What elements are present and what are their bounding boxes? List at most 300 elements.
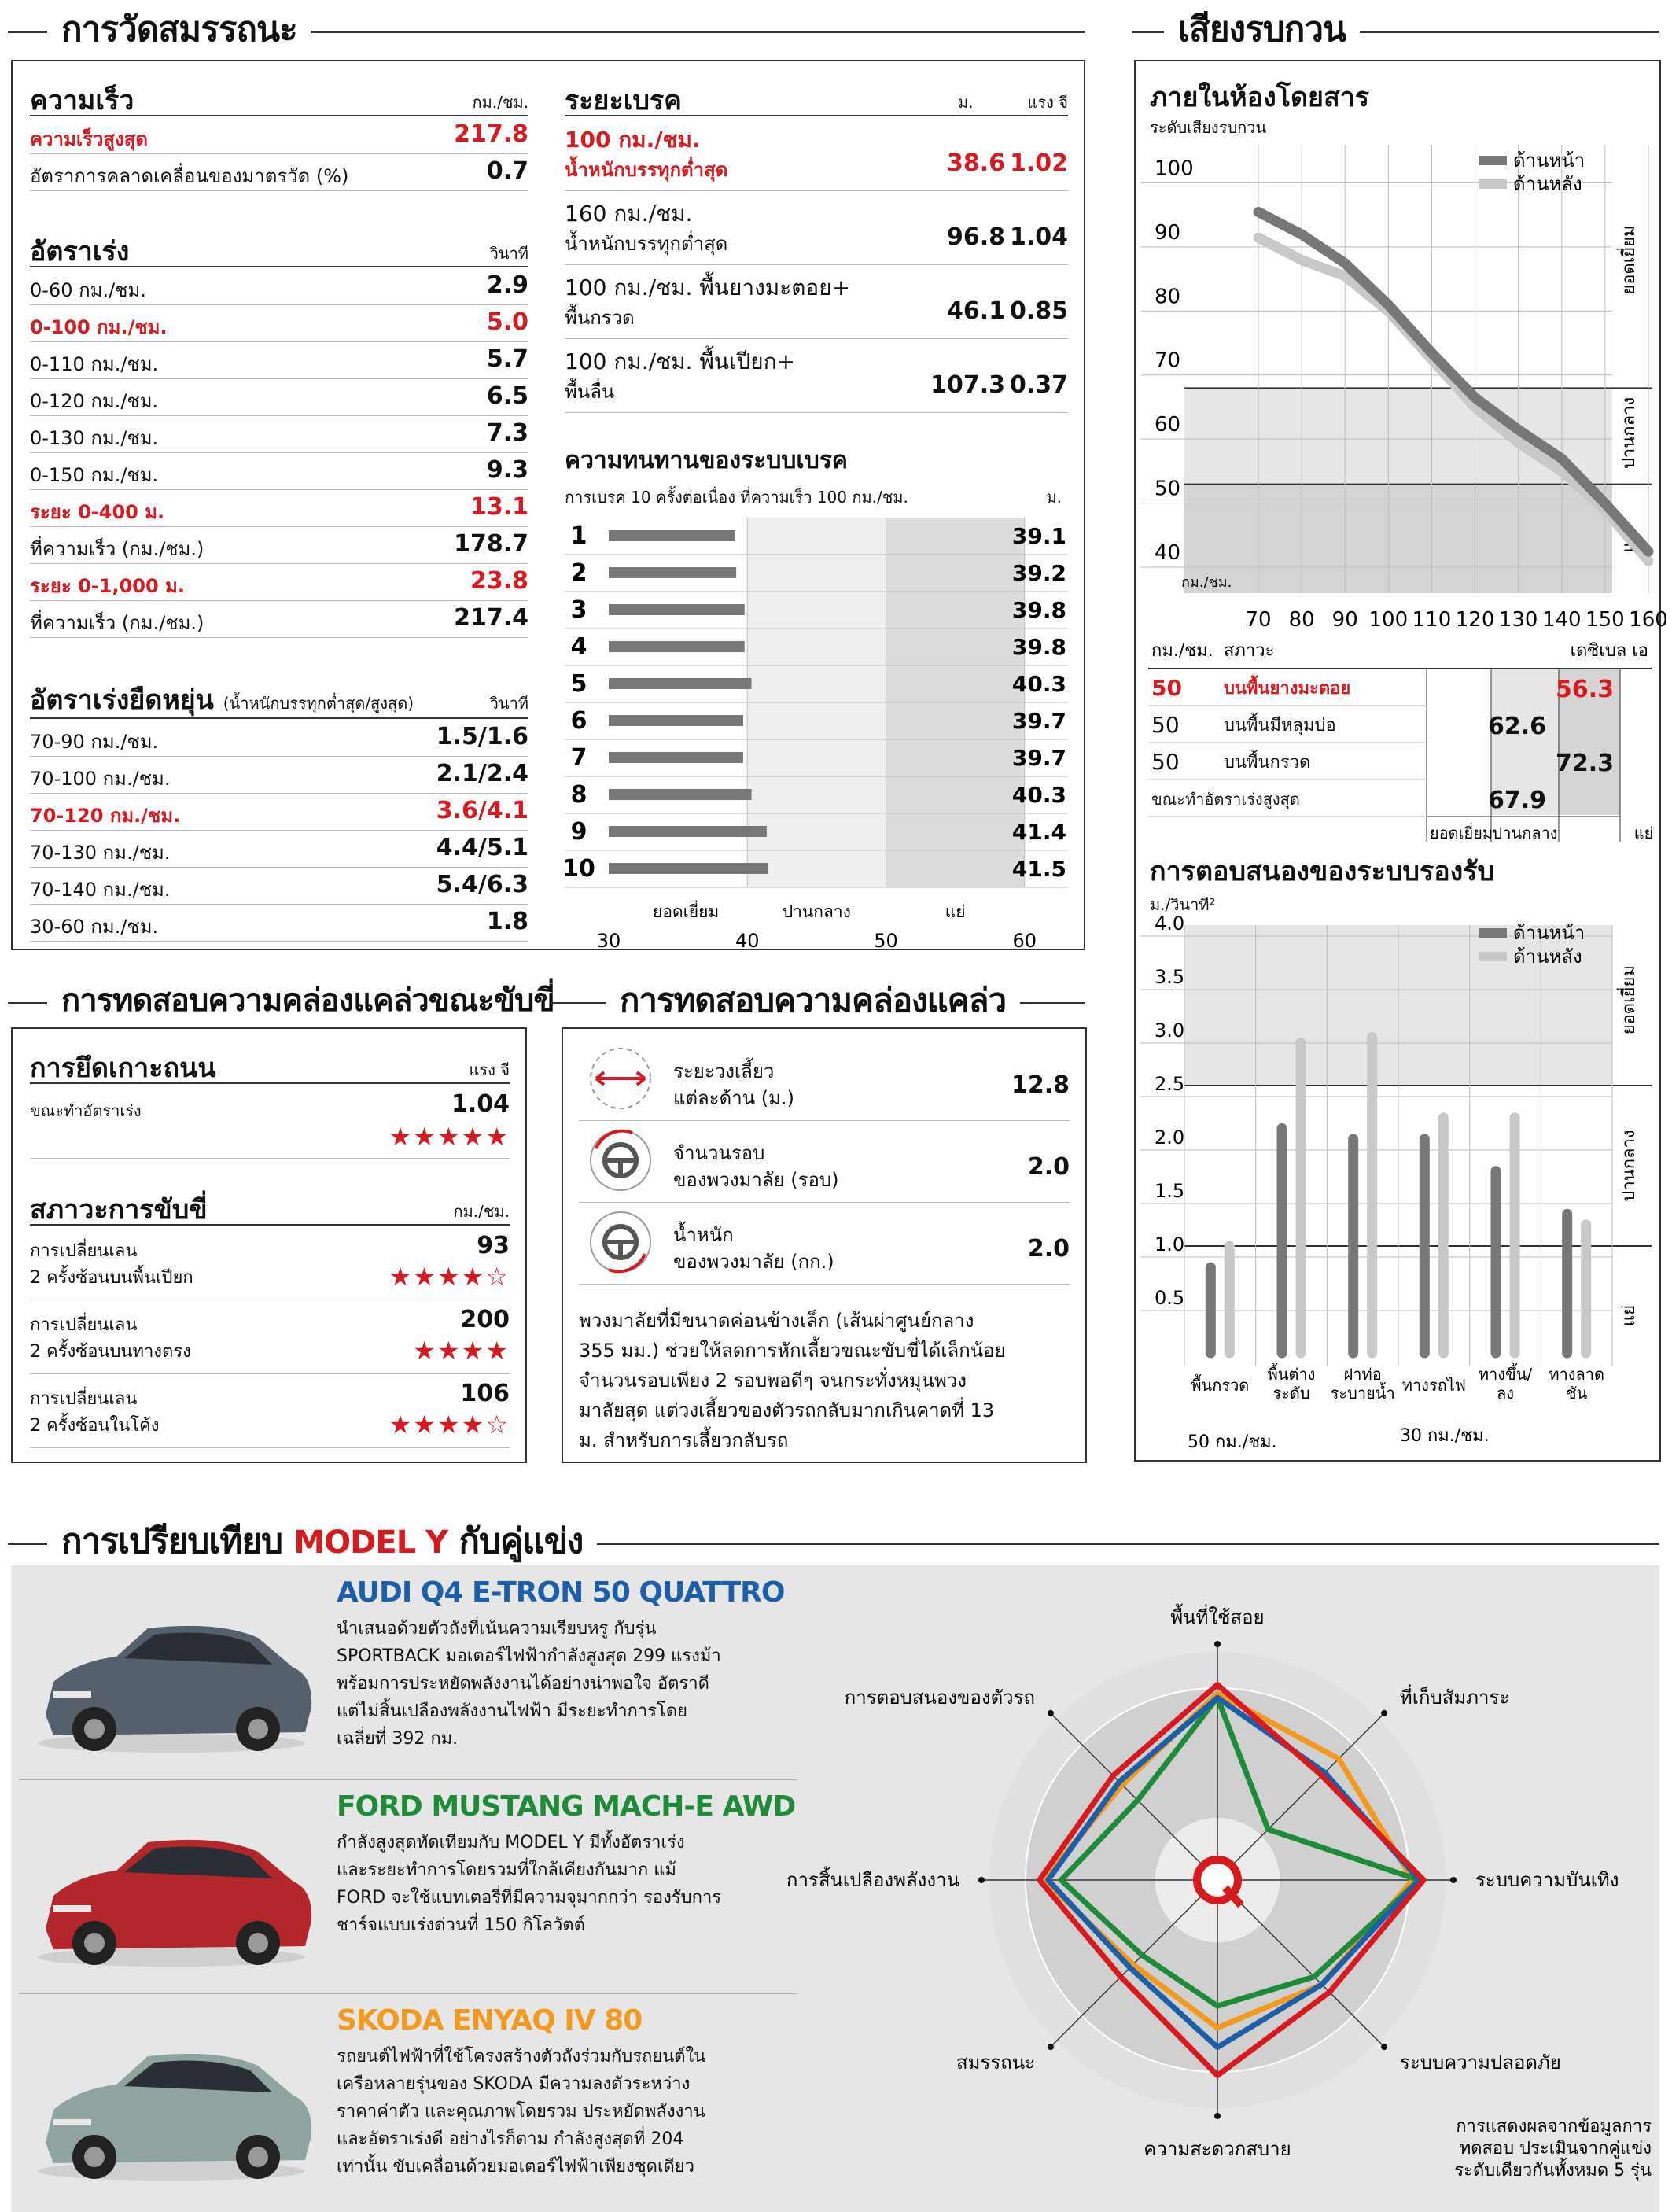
brake-bar xyxy=(609,604,745,615)
braking-label-2: พื้นกรวด xyxy=(565,307,635,329)
noise-x-tick: 160 xyxy=(1629,608,1668,632)
driving-value: 93 xyxy=(477,1232,510,1259)
agility-note-line: จำนวนรอบเพียง 2 รอบพอดีๆ จนกระทั่งหมุนพวง xyxy=(579,1370,967,1392)
competitor-list xyxy=(11,1565,797,2212)
legend-rear-swatch xyxy=(1479,179,1507,189)
driving-label-1: การเปลี่ยนเลน xyxy=(30,1389,138,1409)
noise-table-db-header: เดซิเบล เอ xyxy=(1570,641,1648,661)
susp-zone-label: ปานกลาง xyxy=(1619,1130,1639,1202)
car-headlight xyxy=(53,1691,91,1698)
performance-title: การวัดสมรรถนะ xyxy=(47,8,311,52)
radar-axis-dot xyxy=(978,1877,985,1883)
susp-y-tick: 3.0 xyxy=(1155,1019,1185,1041)
noise-y-tick: 100 xyxy=(1155,157,1194,181)
braking-row xyxy=(565,264,1068,339)
noise-table-condition-header: สภาวะ xyxy=(1224,641,1275,661)
accel-value: 6.5 xyxy=(486,382,528,410)
brake-endurance-subtitle: การเบรค 10 ครั้งต่อเนื่อง ที่ความเร็ว 100 กม./ชม. xyxy=(565,488,908,507)
agility-content xyxy=(579,1038,1070,1455)
braking-gforce: 0.85 xyxy=(1009,297,1068,325)
noise-table-value: 72.3 xyxy=(1555,750,1614,777)
driving-label-1: การเปลี่ยนเลน xyxy=(30,1315,138,1335)
agility-row xyxy=(579,1038,1070,1121)
speed-label: ความเร็วสูงสุด xyxy=(30,127,148,150)
radar-note-line: ทดสอบ ประเมินจากคู่แข่ง xyxy=(1459,2139,1652,2159)
noise-x-tick: 80 xyxy=(1288,608,1315,632)
accel-label: ที่ความเร็ว (กม./ชม.) xyxy=(30,611,204,634)
driving-heading: สภาวะการขับขี่ xyxy=(30,1194,208,1226)
car-image xyxy=(22,2017,321,2190)
brake-bar xyxy=(609,863,768,874)
brake-value-label: 39.7 xyxy=(1011,745,1066,771)
brake-value-label: 39.8 xyxy=(1011,597,1066,623)
flex-label: 70-100 กม./ชม. xyxy=(30,767,171,790)
competitor-text: กำลังสูงสุดทัดเทียมกับ MODEL Y มีทั้งอัตราเร่ง xyxy=(337,1833,685,1853)
accel-label: 0-110 กม./ชม. xyxy=(30,352,159,375)
accel-row xyxy=(30,304,528,342)
braking-row xyxy=(565,116,1068,191)
flex-title: อัตราเร่งยืดหยุ่น xyxy=(30,684,214,716)
accel-rows xyxy=(30,267,528,637)
radar-axis-label: ระบบความปลอดภัย xyxy=(1399,2051,1561,2074)
noise-table-zone-label: ปานกลาง xyxy=(1492,824,1558,842)
legend-front-swatch xyxy=(1479,928,1507,938)
legend-front-swatch xyxy=(1479,156,1507,165)
noise-table-condition: บนพื้นยางมะตอย xyxy=(1224,679,1351,699)
braking-gforce: 1.02 xyxy=(1009,149,1068,177)
susp-category-label: ระดับ xyxy=(1272,1384,1310,1403)
competitor-text: SPORTBACK มอเตอร์ไฟฟ้ากำลังสูงสุด 299 แรงม้า xyxy=(337,1646,721,1666)
braking-label-2: น้ำหนักบรรทุกต่ำสุด xyxy=(565,233,728,255)
accel-row xyxy=(30,489,528,527)
noise-table-speed: 50 xyxy=(1151,675,1182,701)
brake-run-label: 9 xyxy=(570,818,587,846)
competitor-card xyxy=(11,1993,797,2207)
noise-x-tick: 140 xyxy=(1541,608,1582,632)
competitor-text: ชาร์จแบบเร่งด่วนที่ 150 กิโลวัตต์ xyxy=(337,1915,585,1935)
braking-label-2: พื้นลื่น xyxy=(565,381,615,403)
brake-bar xyxy=(609,826,767,837)
agility-value: 2.0 xyxy=(1027,1235,1070,1263)
flex-value: 1.5/1.6 xyxy=(436,722,528,750)
accel-row xyxy=(30,563,528,601)
speed-row xyxy=(30,116,528,154)
brake-bar xyxy=(609,530,735,541)
noise-y-tick: 80 xyxy=(1155,285,1181,309)
speed-accel-column xyxy=(30,72,528,938)
agility-note-line: 355 มม.) ช่วยให้ลดการหักเลี้ยวขณะขับขี่ได้เล็กน้อย xyxy=(579,1340,1006,1362)
braking-gforce: 0.37 xyxy=(1009,371,1068,399)
radar-axis-dot xyxy=(1214,1641,1221,1647)
competitor-card xyxy=(11,1565,797,1779)
speed-label: อัตราการคลาดเคลื่อนของมาตรวัด (%) xyxy=(30,164,349,187)
accel-unit: วินาที xyxy=(489,244,528,263)
grip-heading: การยึดเกาะถนน xyxy=(30,1053,216,1084)
noise-table-speed: 50 xyxy=(1151,749,1180,775)
competitor-text: แต่ไม่สิ้นเปลืองพลังงานไฟฟ้า มีระยะทำการโดย xyxy=(337,1701,688,1721)
noise-y-tick: 90 xyxy=(1155,220,1181,245)
accel-value: 5.0 xyxy=(486,308,528,336)
flex-value: 3.6/4.1 xyxy=(436,796,528,824)
competitor-text: และระยะทำการโดยรวมที่ใกล้เคียงกันมาก แม้ xyxy=(337,1860,676,1880)
noise-table-value: 62.6 xyxy=(1487,713,1546,740)
braking-unit-m: ม. xyxy=(958,93,974,112)
noise-zone-label: ยอดเยี่ยม xyxy=(1619,225,1639,295)
grip-unit: แรง จี xyxy=(469,1060,510,1079)
flex-row xyxy=(30,904,528,942)
competitor-text: ราคาค่าตัว และคุณภาพโดยรวม ประหยัดพลังงาน xyxy=(337,2102,705,2122)
susp-y-tick: 1.5 xyxy=(1155,1180,1185,1202)
braking-distance: 46.1 xyxy=(946,297,1005,325)
braking-gforce: 1.04 xyxy=(1009,223,1068,251)
flex-value: 4.4/5.1 xyxy=(436,833,528,861)
suspension-heading: การตอบสนองของระบบรองรับ xyxy=(1150,856,1495,887)
brake-x-tick: 30 xyxy=(596,930,621,952)
braking-row xyxy=(565,190,1068,265)
legend-rear-label: ด้านหลัง xyxy=(1513,173,1582,195)
flex-row xyxy=(30,793,528,831)
radar-axis-label: ความสะดวกสบาย xyxy=(1144,2138,1291,2160)
competitor-text: เครือหลายรุ่นของ SKODA มีความลงตัวระหว่าง xyxy=(337,2074,691,2094)
accel-row xyxy=(30,600,528,638)
accel-value: 5.7 xyxy=(486,345,528,373)
radar-note-line: การแสดงผลจากข้อมูลการ xyxy=(1456,2117,1652,2136)
flex-value: 1.8 xyxy=(486,907,528,935)
noise-x-tick: 130 xyxy=(1498,608,1538,632)
brake-bar xyxy=(609,752,743,763)
competitor-text: FORD จะใช้แบทเตอรี่ที่มีความจุมากกว่า รองรับการ xyxy=(337,1888,722,1908)
susp-category-label: ลง xyxy=(1496,1384,1515,1403)
flex-label: 70-140 กม./ชม. xyxy=(30,878,171,901)
susp-category-label: ทางรถไฟ xyxy=(1401,1376,1466,1395)
brake-run-label: 7 xyxy=(570,744,587,772)
braking-label-1: 100 กม./ชม. พื้นยางมะตอย+ xyxy=(565,275,851,300)
agility-value: 12.8 xyxy=(1011,1071,1070,1099)
radar-axis-dot xyxy=(1048,1710,1054,1716)
susp-speed-30: 30 กม./ชม. xyxy=(1400,1426,1490,1446)
car-image xyxy=(22,1803,321,1976)
noise-table-condition: บนพื้นมีหลุมบ่อ xyxy=(1224,716,1336,735)
competitor-text: และอัตราเร่งดี อย่างไรก็ตาม กำลังสูงสุดที่ 204 xyxy=(337,2129,684,2149)
braking-distance: 107.3 xyxy=(930,371,1005,399)
accel-value: 178.7 xyxy=(454,529,528,558)
flex-row xyxy=(30,830,528,868)
agility-value: 2.0 xyxy=(1027,1153,1070,1181)
noise-ylabel: ระดับเสียงรบกวน xyxy=(1150,118,1267,137)
susp-category-label: ทางลาด xyxy=(1549,1365,1604,1384)
agility-rows xyxy=(579,1038,1070,1290)
agility-label-1: ระยะวงเลี้ยว xyxy=(673,1060,775,1082)
car-front-rim xyxy=(84,2147,105,2167)
braking-row xyxy=(565,338,1068,413)
speed-value: 217.8 xyxy=(454,120,528,148)
flex-row xyxy=(30,867,528,905)
susp-category-label: ฝาท่อ xyxy=(1343,1365,1382,1384)
brake-run-label: 1 xyxy=(570,522,587,550)
noise-x-tick: 90 xyxy=(1331,608,1358,632)
radar-chart xyxy=(786,1565,1659,2212)
competitor-card xyxy=(11,1779,797,1993)
radar-axis-label: การสิ้นเปลืองพลังงาน xyxy=(786,1869,959,1891)
accel-row xyxy=(30,341,528,379)
brake-x-tick: 60 xyxy=(1012,930,1037,952)
cabin-noise-heading: ภายในห้องโดยสาร xyxy=(1150,82,1370,113)
noise-table-condition: บนพื้นกรวด xyxy=(1224,753,1311,772)
radar-axis-dot xyxy=(1214,2113,1221,2119)
brake-value-label: 39.2 xyxy=(1011,560,1066,586)
brake-value-label: 41.4 xyxy=(1011,819,1066,845)
brake-run-label: 8 xyxy=(570,781,587,809)
speed-rows xyxy=(30,116,528,195)
flex-row xyxy=(30,719,528,757)
car-front-rim xyxy=(84,1719,105,1739)
braking-label-2: น้ำหนักบรรทุกต่ำสุด xyxy=(565,159,728,181)
radar-axis-dot xyxy=(1048,2044,1054,2050)
noise-table-condition: ขณะทำอัตราเร่งสูงสุด xyxy=(1151,790,1300,809)
driving-stars: ★★★★ xyxy=(413,1336,510,1366)
noise-y-tick: 40 xyxy=(1155,541,1181,565)
noise-x-tick: 120 xyxy=(1455,608,1495,632)
agility-title: การทดสอบความคล่องแคล่ว xyxy=(606,979,1020,1023)
driving-row xyxy=(30,1373,510,1448)
competitor-name: FORD MUSTANG MACH-E AWD xyxy=(337,1790,796,1823)
steering-weight-icon xyxy=(585,1207,656,1277)
accel-value: 7.3 xyxy=(486,418,528,447)
brake-endurance-unit: ม. xyxy=(1046,488,1062,507)
car-rear-rim xyxy=(248,1719,268,1739)
noise-y-tick: 50 xyxy=(1155,477,1181,501)
noise-table-value: 67.9 xyxy=(1487,787,1546,814)
steering-turns-icon xyxy=(585,1125,656,1196)
flex-value: 2.1/2.4 xyxy=(436,759,528,787)
legend-rear-label: ด้านหลัง xyxy=(1513,946,1582,968)
susp-speed-50: 50 กม./ชม. xyxy=(1188,1432,1277,1452)
compare-suffix: กับคู่แข่ง xyxy=(459,1521,584,1561)
radar-note-line: ระดับเดียวกันทั้งหมด 5 รุ่น xyxy=(1454,2161,1652,2181)
accel-row xyxy=(30,526,528,564)
susp-y-tick: 3.5 xyxy=(1155,966,1185,988)
flex-unit: วินาที xyxy=(489,694,528,713)
car-rear-rim xyxy=(248,2147,268,2167)
brake-value-label: 39.7 xyxy=(1011,708,1066,734)
brake-value-label: 40.3 xyxy=(1011,671,1066,697)
flex-heading xyxy=(30,678,414,721)
noise-zone-label: แย่ xyxy=(1619,531,1639,553)
noise-table-speed: 50 xyxy=(1151,712,1180,738)
accel-value: 23.8 xyxy=(470,566,528,595)
competitor-divider xyxy=(19,1993,797,1994)
legend-front-label: ด้านหน้า xyxy=(1513,922,1585,944)
accel-heading: อัตราเร่ง xyxy=(30,236,130,267)
noise-y-tick: 70 xyxy=(1155,348,1181,373)
speed-unit: กม./ชม. xyxy=(472,93,528,112)
noise-table xyxy=(1148,637,1652,857)
compare-prefix: การเปรียบเทียบ xyxy=(61,1521,283,1561)
suspension-ylabel: ม./วินาที² xyxy=(1150,895,1216,914)
flex-rows xyxy=(30,719,528,939)
dynamic-content xyxy=(30,1038,510,1455)
accel-row xyxy=(30,452,528,490)
competitor-text: เท่านั้น ขับเคลื่อนด้วยมอเตอร์ไฟฟ้าเพียงชุดเดียว xyxy=(337,2157,694,2177)
dynamic-title: การทดสอบความคล่องแคล่วขณะขับขี่ xyxy=(47,979,569,1023)
agility-label-2: แต่ละด้าน (ม.) xyxy=(673,1087,794,1109)
susp-category-label: ระบายน้ำ xyxy=(1330,1384,1395,1403)
grip-label: ขณะทำอัตราเร่ง xyxy=(30,1101,142,1120)
accel-label: 0-120 กม./ชม. xyxy=(30,389,159,412)
accel-value: 2.9 xyxy=(486,271,528,299)
noise-y-tick: 60 xyxy=(1155,413,1181,437)
driving-stars: ★★★★☆ xyxy=(389,1410,510,1440)
car-headlight xyxy=(53,1905,91,1912)
agility-label-2: ของพวงมาลัย (กก.) xyxy=(673,1251,834,1273)
noise-title: เสียงรบกวน xyxy=(1164,8,1360,52)
suspension-chart xyxy=(1140,912,1652,1463)
brake-bar xyxy=(609,567,736,578)
radar-axis-label: พื้นที่ใช้สอย xyxy=(1170,1606,1265,1628)
driving-label-2: 2 ครั้งซ้อนบนพื้นเปียก xyxy=(30,1268,193,1288)
zone-poor xyxy=(1184,485,1612,593)
radar-axis-dot xyxy=(1381,1710,1387,1716)
accel-value: 13.1 xyxy=(470,492,528,521)
accel-row xyxy=(30,378,528,416)
flex-label: 30-60 กม./ชม. xyxy=(30,915,159,938)
noise-table-zone-label: แย่ xyxy=(1633,824,1654,842)
susp-category-label: ชัน xyxy=(1566,1384,1588,1403)
noise-x-tick: 70 xyxy=(1245,608,1272,632)
accel-value: 217.4 xyxy=(454,603,528,632)
susp-y-tick: 4.0 xyxy=(1155,912,1185,935)
noise-table-speed-header: กม./ชม. xyxy=(1151,641,1213,661)
driving-value: 200 xyxy=(460,1306,510,1333)
legend-front-label: ด้านหน้า xyxy=(1513,149,1585,171)
competitor-text: รถยนต์ไฟฟ้าที่ใช้โครงสร้างตัวถังร่วมกับรถยนต์ใน xyxy=(337,2047,706,2066)
driving-row xyxy=(30,1226,510,1300)
driving-rows xyxy=(30,1226,510,1454)
braking-rows xyxy=(565,116,1068,415)
agility-row xyxy=(579,1202,1070,1285)
noise-table-value: 56.3 xyxy=(1555,676,1614,703)
zone-medium xyxy=(1184,388,1612,484)
agility-row xyxy=(579,1120,1070,1203)
speed-row xyxy=(30,153,528,191)
brake-x-tick: 40 xyxy=(735,930,760,952)
driving-unit: กม./ชม. xyxy=(453,1202,510,1221)
braking-distance: 38.6 xyxy=(946,149,1005,177)
brake-zone-label: แย่ xyxy=(945,902,966,921)
accel-label: 0-130 กม./ชม. xyxy=(30,426,159,449)
noise-chart xyxy=(1140,137,1668,640)
brake-value-label: 41.5 xyxy=(1011,856,1066,882)
brake-value-label: 39.8 xyxy=(1011,634,1066,660)
flex-label: 70-120 กม./ชม. xyxy=(30,804,181,827)
agility-note-line: พวงมาลัยที่มีขนาดค่อนข้างเล็ก (เส้นผ่าศูนย์กลาง xyxy=(579,1310,974,1332)
susp-category-label: พื้นต่าง xyxy=(1267,1365,1316,1384)
accel-value: 9.3 xyxy=(486,455,528,484)
radar-axis-label: ที่เก็บสัมภาระ xyxy=(1399,1687,1510,1709)
car-headlight xyxy=(53,2119,91,2125)
brake-bar xyxy=(609,789,752,800)
brake-run-label: 3 xyxy=(570,596,587,624)
noise-x-unit: กม./ชม. xyxy=(1181,574,1232,591)
car-image xyxy=(22,1589,321,1762)
radar-axis-label: สมรรถนะ xyxy=(956,2051,1036,2074)
driving-row xyxy=(30,1300,510,1374)
radar-axis-label: ระบบความบันเทิง xyxy=(1475,1869,1619,1891)
flex-label: 70-130 กม./ชม. xyxy=(30,841,171,864)
competitor-divider xyxy=(19,1779,797,1780)
braking-heading: ระยะเบรค xyxy=(565,85,682,116)
agility-label-1: น้ำหนัก xyxy=(673,1224,734,1246)
driving-stars: ★★★★☆ xyxy=(389,1262,510,1292)
brake-value-label: 39.1 xyxy=(1011,523,1066,549)
driving-value: 106 xyxy=(460,1380,510,1407)
noise-x-tick: 100 xyxy=(1368,608,1409,632)
accel-row xyxy=(30,267,528,305)
agility-note-line: ม. สำหรับการเลี้ยวกลับรถ xyxy=(579,1429,789,1451)
brake-zone-label: ยอดเยี่ยม xyxy=(653,902,720,921)
noise-table-zone-label: ยอดเยี่ยม xyxy=(1429,824,1493,842)
braking-label-1: 100 กม./ชม. พื้นเปียก+ xyxy=(565,348,796,374)
brake-endurance-heading: ความทนทานของระบบเบรค xyxy=(565,447,848,474)
radar-axis-label: การตอบสนองของตัวรถ xyxy=(844,1687,1036,1709)
speed-value: 0.7 xyxy=(486,157,528,185)
compare-title xyxy=(47,1520,597,1565)
competitor-name: SKODA ENYAQ IV 80 xyxy=(337,2004,643,2037)
susp-category-label: ทางขึ้น/ xyxy=(1478,1365,1533,1384)
susp-y-tick: 2.5 xyxy=(1155,1073,1185,1095)
driving-label-2: 2 ครั้งซ้อนในโค้ง xyxy=(30,1416,160,1436)
susp-y-tick: 0.5 xyxy=(1155,1287,1185,1309)
braking-unit-g: แรง จี xyxy=(1027,93,1068,112)
brake-bar xyxy=(609,715,743,726)
agility-label-2: ของพวงมาลัย (รอบ) xyxy=(673,1169,839,1191)
brake-run-label: 10 xyxy=(562,855,595,883)
brake-run-label: 6 xyxy=(570,707,587,735)
susp-zone-label: ยอดเยี่ยม xyxy=(1619,965,1639,1035)
susp-y-tick: 2.0 xyxy=(1155,1126,1185,1148)
noise-zone-label: ปานกลาง xyxy=(1619,396,1639,470)
competitor-text: เฉลี่ยที่ 392 กม. xyxy=(337,1729,459,1749)
noise-x-tick: 150 xyxy=(1585,608,1625,632)
radar-axis-dot xyxy=(1450,1877,1457,1883)
braking-label-1: 100 กม./ชม. xyxy=(565,127,701,153)
brake-value-label: 40.3 xyxy=(1011,782,1066,808)
accel-label: 0-150 กม./ชม. xyxy=(30,463,159,486)
brake-bar xyxy=(609,641,745,652)
driving-label-2: 2 ครั้งซ้อนบนทางตรง xyxy=(30,1342,191,1362)
driving-label-1: การเปลี่ยนเลน xyxy=(30,1241,138,1261)
flex-label: 70-90 กม./ชม. xyxy=(30,730,159,753)
competitor-name: AUDI Q4 E-TRON 50 QUATTRO xyxy=(337,1576,785,1609)
flex-value: 5.4/6.3 xyxy=(436,870,528,898)
brake-run-label: 5 xyxy=(570,670,587,698)
turning-radius-icon xyxy=(585,1043,656,1114)
accel-row xyxy=(30,415,528,453)
compare-model: MODEL Y xyxy=(293,1524,448,1561)
brake-run-label: 2 xyxy=(570,559,587,587)
brake-zone-label: ปานกลาง xyxy=(782,902,851,921)
susp-y-tick: 1.0 xyxy=(1155,1233,1185,1255)
accel-label: 0-100 กม./ชม. xyxy=(30,315,168,338)
flex-row xyxy=(30,756,528,794)
competitor-text: นำเสนอด้วยตัวถังที่เน้นความเรียบหรู กับรุ่น xyxy=(337,1619,657,1639)
car-front-rim xyxy=(84,1933,105,1953)
agility-note xyxy=(579,1306,1070,1455)
brake-bar xyxy=(609,678,752,689)
agility-label-1: จำนวนรอบ xyxy=(673,1142,765,1164)
braking-column xyxy=(562,72,1068,952)
susp-category-label: พื้นกรวด xyxy=(1191,1376,1250,1395)
